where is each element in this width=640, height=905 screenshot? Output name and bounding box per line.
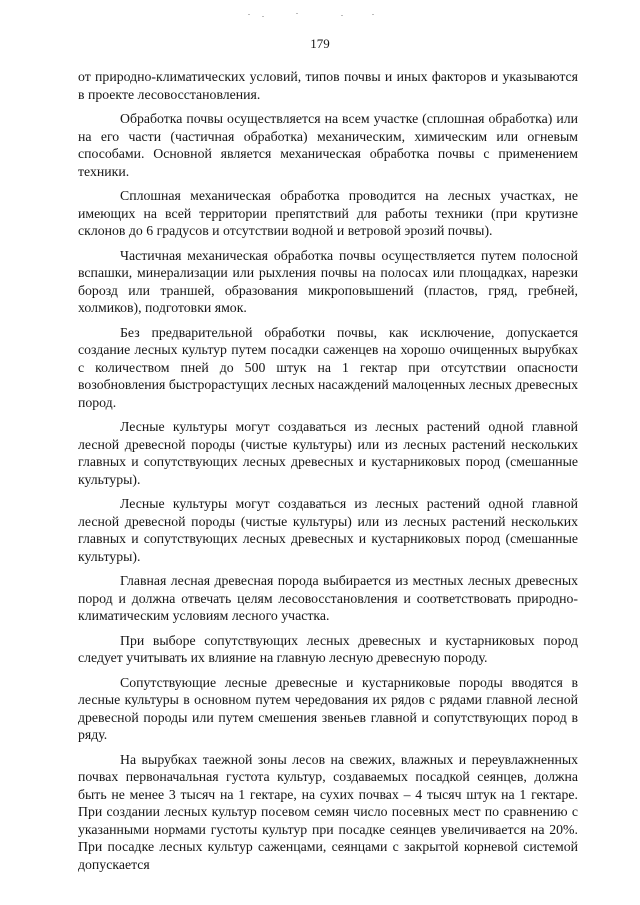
paragraph-5: Без предварительной обработки почвы, как исключение, допускается создание лесных культур путем посадки саженцев на хорошо очищенных вырубках с количеством пней до 500 штук на 1 гектар при отсутствии опасности возобновления быстрорастущих лесных насаждений малоценных лесных древесных пород. bbox=[78, 324, 578, 410]
scan-speck bbox=[372, 14, 374, 15]
paragraph-6: Лесные культуры могут создаваться из лесных растений одной главной лесной древесной породы (чистые культуры) или из лесных растений нескольких главных и сопутствующих лесных древесных и кустарниковых пород (смешанные культуры). bbox=[78, 419, 578, 487]
paragraph-1: от природно-климатических условий, типов почвы и иных факторов и указываются в проекте лесовосстановления. bbox=[78, 69, 578, 102]
scan-speck bbox=[262, 16, 264, 17]
paragraph-8: Главная лесная древесная порода выбирается из местных лесных древесных пород и должна отвечать целям лесовосстановления и соответствовать природно-климатическим условиям лесного участка. bbox=[78, 573, 578, 623]
body-text bbox=[78, 68, 578, 880]
paragraph-9: При выборе сопутствующих лесных древесных и кустарниковых пород следует учитывать их влияние на главную лесную древесную породу. bbox=[78, 632, 578, 665]
page-number: 179 bbox=[310, 36, 330, 51]
paragraph-7: Лесные культуры могут создаваться из лесных растений одной главной лесной древесной породы (чистые культуры) или из лесных растений нескольких главных и сопутствующих лесных древесных и кустарниковых пород (смешанные культуры). bbox=[78, 496, 578, 564]
paragraph-11: На вырубках таежной зоны лесов на свежих, влажных и переувлажненных почвах первоначальная густота культур, создаваемых посадкой сеянцев, должна быть не менее 3 тысяч на 1 гектаре, на сухих почвах – 4 тысяч штук на 1 гектаре. При создании лесных культур посевом семян число посевных мест по сравнению с указанными нормами густоты культур при посадке сеянцев увеличивается на 20%. При посадке лесных культур саженцами, сеянцами с закрытой корневой системой допускается bbox=[78, 751, 578, 872]
scan-speck bbox=[248, 14, 250, 15]
paragraph-10: Сопутствующие лесные древесные и кустарниковые породы вводятся в лесные культуры в основном путем чередования их рядов с рядами главной лесной древесной породы или путем смешения звеньев главной и сопутствующих пород в ряду. bbox=[78, 674, 578, 742]
paragraph-2: Обработка почвы осуществляется на всем участке (сплошная обработка) или на его части (частичная обработка) механическим, химическим или огневым способами. Основной является механическая обработка почвы с применением техники. bbox=[78, 111, 578, 179]
paragraph-4: Частичная механическая обработка почвы осуществляется путем полосной вспашки, минерализации или рыхления почвы на полосах или площадках, нарезки борозд или траншей, образования микроповышений (пластов, гряд, гребней, холмиков), подготовки ямок. bbox=[78, 247, 578, 315]
paragraph-3: Сплошная механическая обработка проводится на лесных участках, не имеющих на всей территории препятствий для работы техники (при крутизне склонов до 6 градусов и отсутствии водной и ветровой эрозий почвы). bbox=[78, 188, 578, 238]
scan-speck bbox=[296, 13, 298, 14]
scan-speck bbox=[341, 15, 343, 16]
